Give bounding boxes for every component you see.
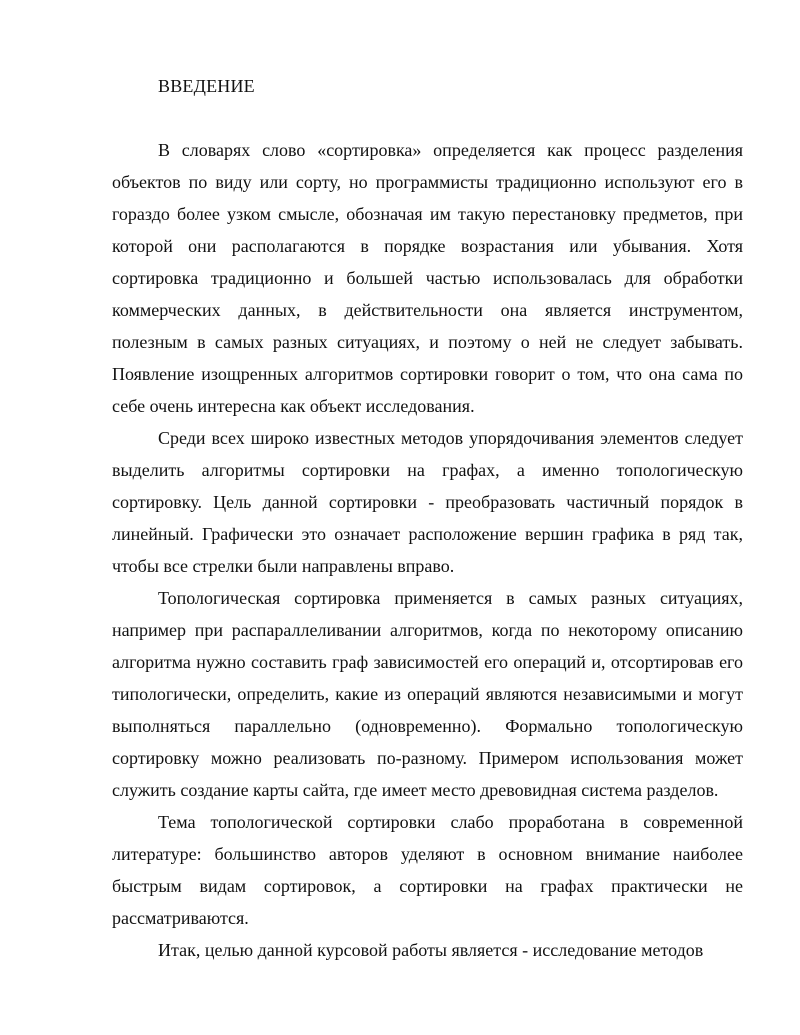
paragraph-5: Итак, целью данной курсовой работы является - исследование методов [158, 940, 704, 960]
paragraph-1: В словарях слово «сортировка» определяется как процесс разделения объектов по виду или сорту, но программисты традиционно используют его в гораздо более узком смысле, обозначая им такую перестановку предметов, при которой они располагаются в порядке возрастания или убывания. Хотя сортировка традиционно и большей частью использовалась для обработки коммерческих данных, в действительности она является инструментом, полезным в самых разных ситуациях, и поэтому о ней не следует забывать. Появление изощренных алгоритмов сортировки говорит о том, что она сама по себе очень интересна как объект исследования. [112, 140, 743, 416]
page-title: ВВЕДЕНИЕ [158, 76, 255, 96]
paragraph-2: Среди всех широко известных методов упорядочивания элементов следует выделить алгоритмы сортировки на графах, а именно топологическую сортировку. Цель данной сортировки - преобразовать частичный порядок в линейный. Графически это означает расположение вершин графика в ряд так, чтобы все стрелки были направлены вправо. [112, 428, 743, 576]
document-body [112, 134, 743, 966]
paragraph-3: Топологическая сортировка применяется в самых разных ситуациях, например при распараллеливании алгоритмов, когда по некоторому описанию алгоритма нужно составить граф зависимостей его операций и, отсортировав его типологически, определить, какие из операций являются независимыми и могут выполняться параллельно (одновременно). Формально топологическую сортировку можно реализовать по-разному. Примером использования может служить создание карты сайта, где имеет место древовидная система разделов. [112, 588, 743, 800]
paragraph-4: Тема топологической сортировки слабо проработана в современной литературе: большинство авторов уделяют в основном внимание наиболее быстрым видам сортировок, а сортировки на графах практически не рассматриваются. [112, 812, 743, 928]
